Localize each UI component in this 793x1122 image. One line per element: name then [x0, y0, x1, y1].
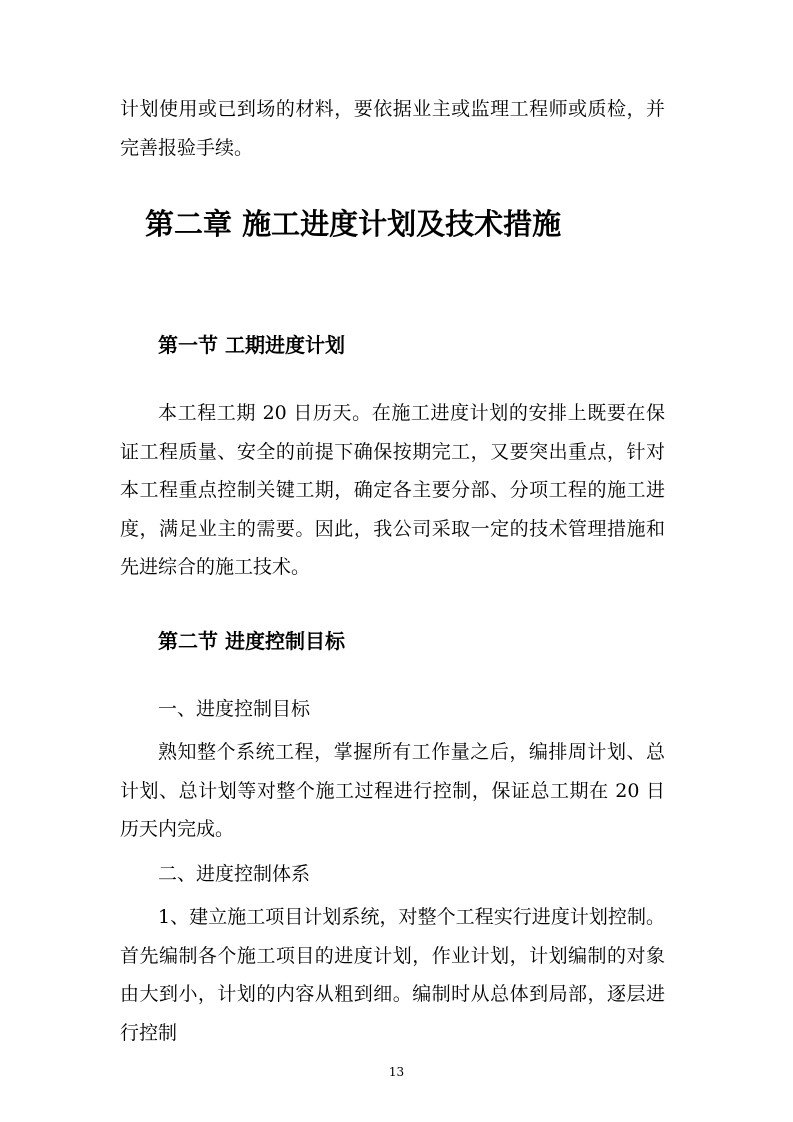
- page-number: 13: [388, 1065, 405, 1079]
- section-1-body: 本工程工期 20 日历天。在施工进度计划的安排上既要在保证工程质量、安全的前提下确保按期完工，又要突出重点，针对本工程重点控制关键工期，确定各主要分部、分项工程的施工进度，满足业主的需要。因此，我公司采取一定的技术管理措施和先进综合的施工技术。: [120, 402, 665, 578]
- section-1-title: 第一节 工期进度计划: [158, 333, 345, 357]
- item-1-body: 熟知整个系统工程，掌握所有工作量之后，编排周计划、总计划、总计划等对整个施工过程进行控制，保证总工期在 20 日历天内完成。: [120, 741, 665, 840]
- item-2-body: 1、建立施工项目计划系统，对整个工程实行进度计划控制。首先编制各个施工项目的进度计划，作业计划，计划编制的对象由大到小，计划的内容从粗到细。编制时从总体到局部，逐层进行控制: [120, 906, 665, 1044]
- chapter-title: 第二章 施工进度计划及技术措施: [145, 207, 562, 241]
- section-2-title: 第二节 进度控制目标: [158, 629, 345, 653]
- item-1-heading: 一、进度控制目标: [158, 698, 311, 720]
- continuation-paragraph: 计划使用或已到场的材料，要依据业主或监理工程师或质检，并完善报验手续。: [120, 98, 665, 159]
- item-2-heading: 二、进度控制体系: [158, 863, 311, 885]
